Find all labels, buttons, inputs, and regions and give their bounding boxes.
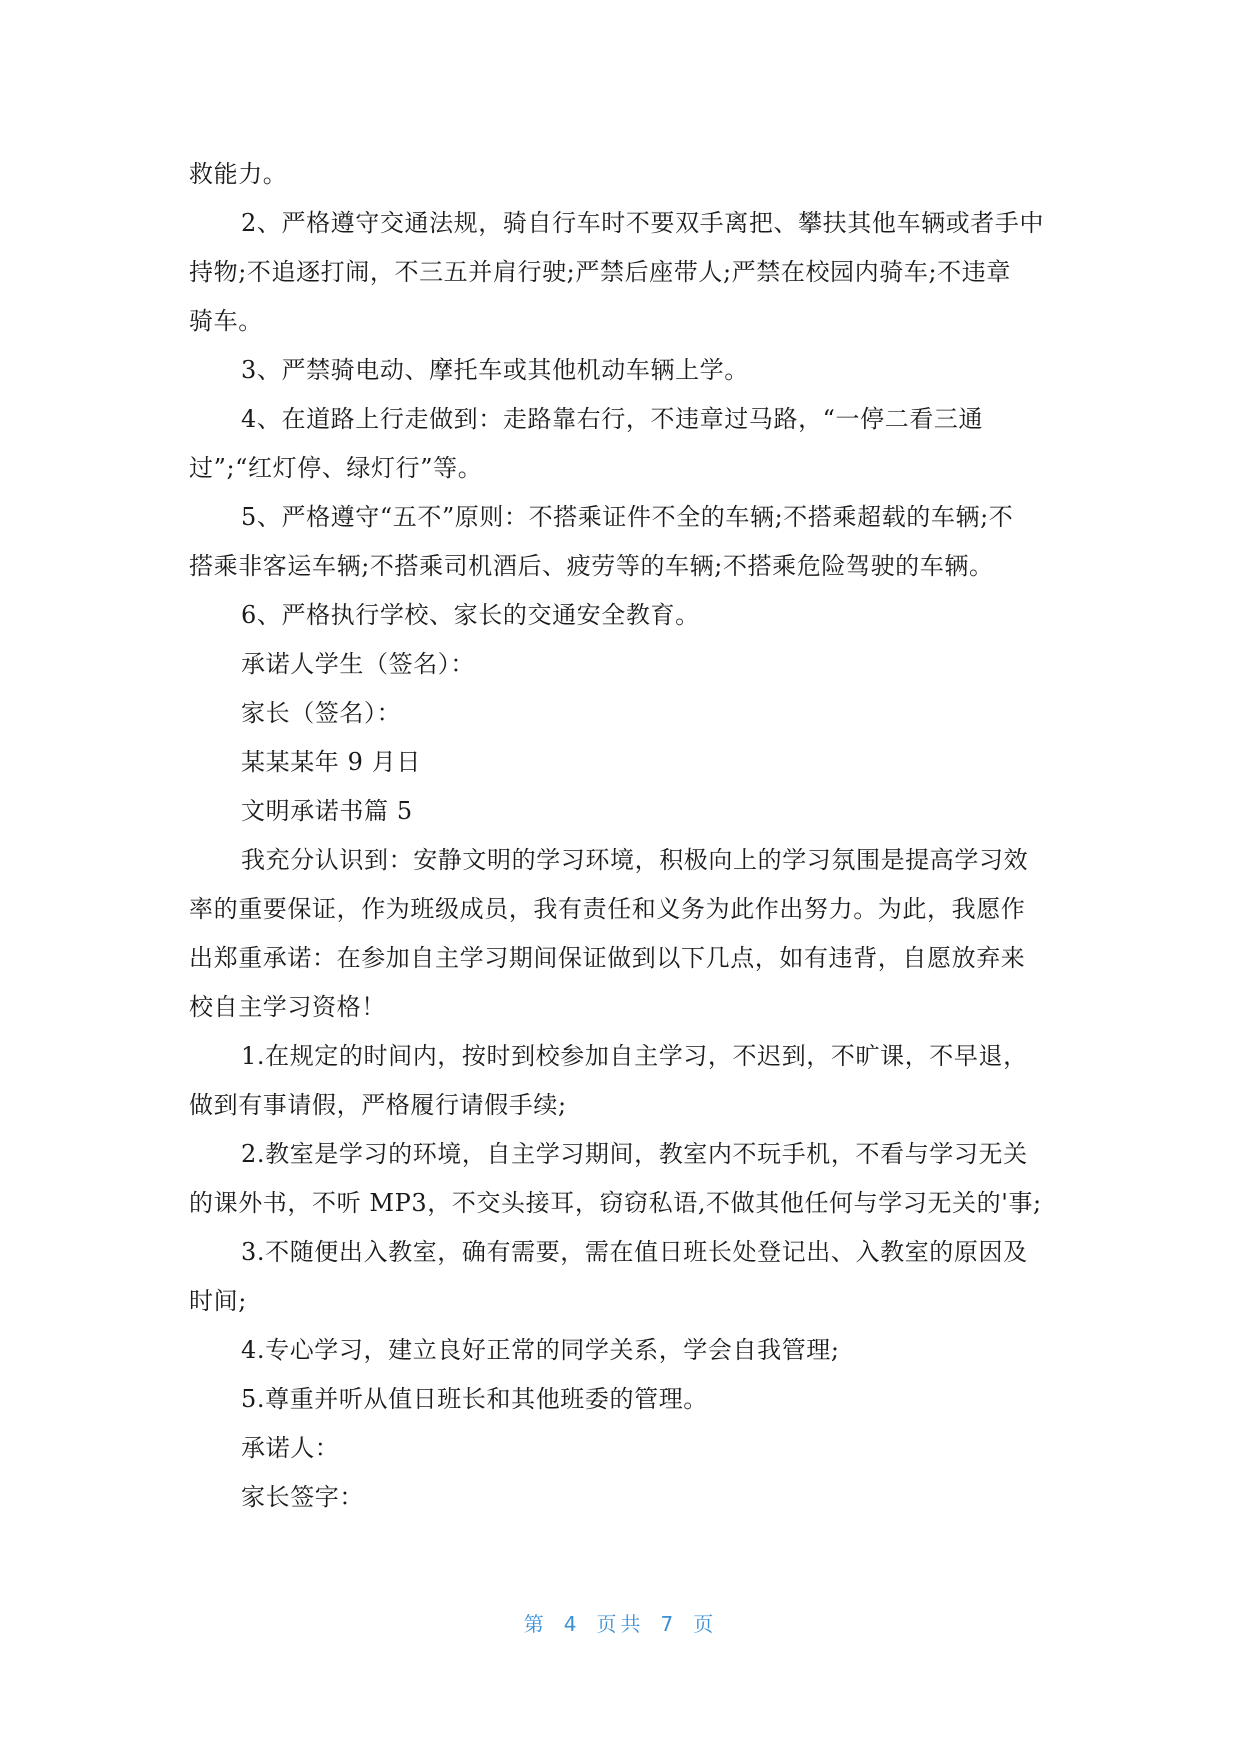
text-line: 3、严禁骑电动、摩托车或其他机动车辆上学。 <box>241 356 749 384</box>
text-line: 承诺人学生（签名）： <box>241 650 475 678</box>
text-line: 4、在道路上行走做到：走路靠右行，不违章过马路，“一停二看三通 <box>241 405 984 433</box>
document-body <box>189 150 1059 1522</box>
text-line: 4.专心学习，建立良好正常的同学关系，学会自我管理; <box>241 1336 840 1364</box>
text-line: 做到有事请假，严格履行请假手续; <box>189 1091 567 1119</box>
text-line: 骑车。 <box>189 307 263 335</box>
text-line: 搭乘非客运车辆;不搭乘司机酒后、疲劳等的车辆;不搭乘危险驾驶的车辆。 <box>189 552 994 580</box>
text-line: 出郑重承诺：在参加自主学习期间保证做到以下几点，如有违背，自愿放弃来 <box>189 944 1026 972</box>
text-line: 持物;不追逐打闹，不三五并肩行驶;严禁后座带人;严禁在校园内骑车;不违章 <box>189 258 1011 286</box>
text-line: 家长（签名）： <box>241 699 402 727</box>
footer-total-pages: 7 <box>660 1612 678 1636</box>
text-line: 时间; <box>189 1287 247 1315</box>
text-line: 我充分认识到：安静文明的学习环境，积极向上的学习氛围是提高学习效 <box>241 846 1029 874</box>
text-line: 校自主学习资格！ <box>189 993 386 1021</box>
text-line: 5.尊重并听从值日班长和其他班委的管理。 <box>241 1385 708 1413</box>
footer-prefix: 第 <box>523 1612 548 1636</box>
text-line: 率的重要保证，作为班级成员，我有责任和义务为此作出努力。为此，我愿作 <box>189 895 1026 923</box>
text-line: 家长签字： <box>241 1483 364 1511</box>
text-line: 过”;“红灯停、绿灯行”等。 <box>189 454 483 482</box>
text-line: 3.不随便出入教室，确有需要，需在值日班长处登记出、入教室的原因及 <box>241 1238 1028 1266</box>
text-line: 承诺人： <box>241 1434 340 1462</box>
text-line: 1.在规定的时间内，按时到校参加自主学习，不迟到，不旷课，不早退， <box>241 1042 1028 1070</box>
text-line: 2、严格遵守交通法规，骑自行车时不要双手离把、攀扶其他车辆或者手中 <box>241 209 1045 237</box>
footer-middle: 页共 <box>596 1612 645 1636</box>
text-line: 救能力。 <box>189 160 288 188</box>
footer-suffix: 页 <box>693 1612 718 1636</box>
text-line: 的课外书，不听 MP3，不交头接耳，窃窃私语,不做其他任何与学习无关的'事; <box>189 1189 1042 1217</box>
text-line: 某某某年 9 月日 <box>241 748 421 776</box>
text-line: 文明承诺书篇 5 <box>241 797 413 825</box>
page-footer <box>0 1608 1241 1637</box>
footer-current-page: 4 <box>563 1612 581 1636</box>
text-line: 6、严格执行学校、家长的交通安全教育。 <box>241 601 700 629</box>
text-line: 2.教室是学习的环境，自主学习期间，教室内不玩手机，不看与学习无关 <box>241 1140 1028 1168</box>
text-line: 5、严格遵守“五不”原则：不搭乘证件不全的车辆;不搭乘超载的车辆;不 <box>241 503 1014 531</box>
